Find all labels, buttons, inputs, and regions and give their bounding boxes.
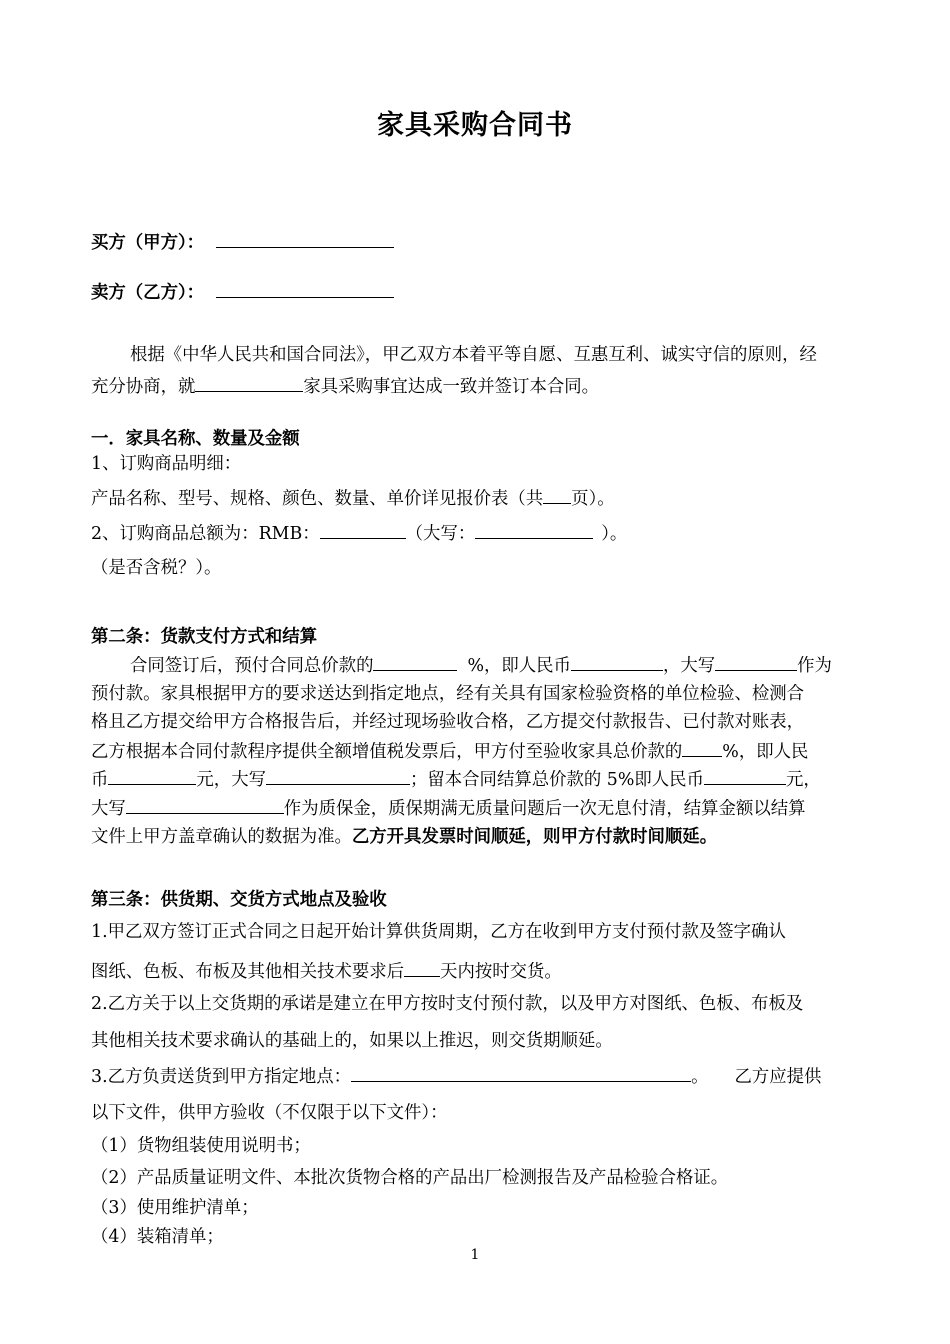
section-2-line-7: 文件上甲方盖章确认的数据为准。乙方开具发票时间顺延，则甲方付款时间顺延。 <box>91 827 718 847</box>
section-2-line-5: 币 元，大写 ；留本合同结算总价款的 5%即人民币 元， <box>91 764 858 790</box>
buyer-blank[interactable] <box>216 227 394 248</box>
section-3-p2-line-2: 其他相关技术要求确认的基础上的，如果以上推迟，则交货期顺延。 <box>91 1031 613 1051</box>
section-3-p3-line-2: 以下文件，供甲方验收（不仅限于以下文件）： <box>91 1103 448 1123</box>
buyer-label: 买方（甲方）： <box>91 233 205 253</box>
section-3-p2-line-1: 2.乙方关于以上交货期的承诺是建立在甲方按时支付预付款，以及甲方对图纸、色板、布板及 <box>91 994 804 1014</box>
prepay-percent-blank[interactable] <box>373 650 457 671</box>
delivery-days-blank[interactable] <box>404 956 440 977</box>
acceptance-amount-blank[interactable] <box>108 764 196 785</box>
section-3-heading: 第三条：供货期、交货方式地点及验收 <box>91 890 387 910</box>
seller-line <box>91 277 394 303</box>
section-2-line-1: 合同签订后，预付合同总价款的 %，即人民币 ，大写 作为 <box>130 650 858 676</box>
project-blank[interactable] <box>195 371 303 392</box>
pages-blank[interactable] <box>543 483 571 504</box>
section-1-total: 2、订购商品总额为：RMB： （大写： ）。 <box>91 518 858 544</box>
delivery-address-blank[interactable] <box>351 1061 691 1082</box>
invoice-note: 乙方开具发票时间顺延，则甲方付款时间顺延。 <box>351 827 718 847</box>
section-2-line-6: 大写 作为质保金，质保期满无质量问题后一次无息付清，结算金额以结算 <box>91 793 858 819</box>
retention-amount-blank[interactable] <box>704 764 786 785</box>
section-2-line-4: 乙方根据本合同付款程序提供全额增值税发票后，甲方付至验收家具总价款的 %，即人民 <box>91 736 858 762</box>
section-1-detail: 产品名称、型号、规格、颜色、数量、单价详见报价表（共 页）。 <box>91 483 858 509</box>
list-item: （3）使用维护清单； <box>91 1198 259 1218</box>
list-item: （4）装箱清单； <box>91 1227 224 1247</box>
prepay-amount-blank[interactable] <box>571 650 663 671</box>
page-number: 1 <box>470 1247 480 1263</box>
retention-words-blank[interactable] <box>126 793 284 814</box>
section-1-tax: （是否含税？）。 <box>91 558 222 578</box>
total-words-blank[interactable] <box>475 518 593 539</box>
prepay-words-blank[interactable] <box>715 650 797 671</box>
list-item: （2）产品质量证明文件、本批次货物合格的产品出厂检测报告及产品检验合格证。 <box>91 1168 729 1188</box>
section-1-item-1: 1、订购商品明细： <box>91 454 242 474</box>
buyer-line <box>91 227 394 253</box>
section-3-p1-line-1: 1.甲乙双方签订正式合同之日起开始计算供货周期，乙方在收到甲方支付预付款及签字确认 <box>91 922 786 942</box>
section-3-p1-line-2: 图纸、色板、布板及其他相关技术要求后 天内按时交货。 <box>91 956 858 982</box>
section-2-line-2: 预付款。家具根据甲方的要求送达到指定地点，经有关具有国家检验资格的单位检验、检测合 <box>91 684 805 704</box>
seller-blank[interactable] <box>216 277 394 298</box>
section-2-line-3: 格且乙方提交给甲方合格报告后，并经过现场验收合格，乙方提交付款报告、已付款对账表， <box>91 712 805 732</box>
acceptance-words-blank[interactable] <box>266 764 410 785</box>
list-item: （1）货物组装使用说明书； <box>91 1136 311 1156</box>
total-rmb-blank[interactable] <box>320 518 406 539</box>
intro-line-1: 根据《中华人民共和国合同法》，甲乙双方本着平等自愿、互惠互利、诚实守信的原则，经 <box>130 345 817 365</box>
acceptance-percent-blank[interactable] <box>682 736 722 757</box>
page-title: 家具采购合同书 <box>377 110 573 141</box>
section-2-heading: 第二条：货款支付方式和结算 <box>91 627 318 647</box>
seller-label: 卖方（乙方）： <box>91 283 205 303</box>
section-3-p3-line-1: 3.乙方负责送货到甲方指定地点： 。 乙方应提供 <box>91 1061 858 1087</box>
section-1-heading: 一．家具名称、数量及金额 <box>91 429 300 449</box>
intro-line-2: 充分协商，就 家具采购事宜达成一致并签订本合同。 <box>91 371 858 397</box>
